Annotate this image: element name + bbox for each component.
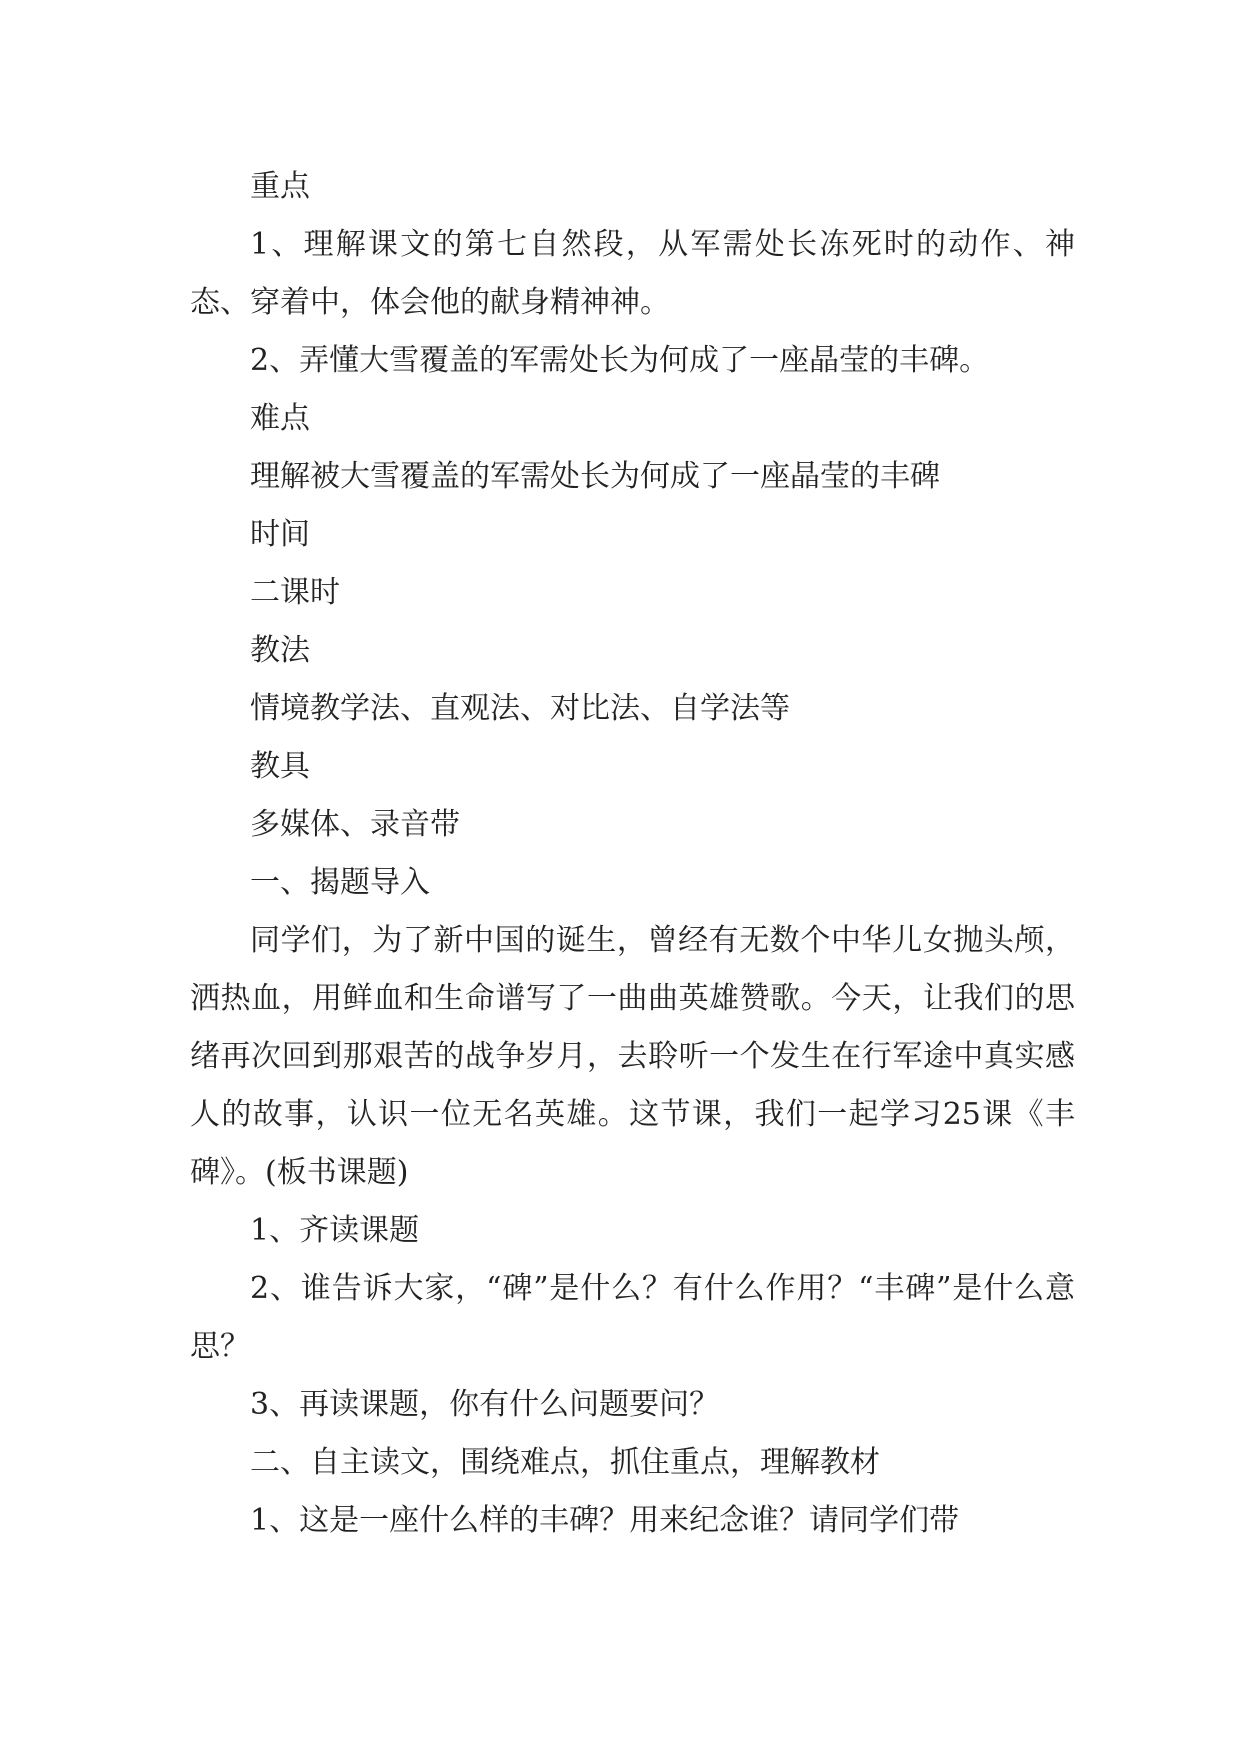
teaching-aids-text: 多媒体、录音带 (250, 807, 460, 842)
key-point-1: 1、理解课文的第七自然段，从军需处长冻死时的动作、神态、穿着中，体会他的献身精神神。 (190, 227, 1075, 320)
key-point-2: 2、弄懂大雪覆盖的军需处长为何成了一座晶莹的丰碑。 (250, 343, 990, 378)
difficulty-text: 理解被大雪覆盖的军需处长为何成了一座晶莹的丰碑 (250, 459, 940, 494)
step-1-2: 2、谁告诉大家，“碑”是什么？有什么作用？“丰碑”是什么意思？ (190, 1271, 1075, 1364)
heading-difficulties: 难点 (250, 401, 310, 436)
methods-text: 情境教学法、直观法、对比法、自学法等 (250, 691, 790, 726)
section-1-heading: 一、揭题导入 (250, 865, 430, 900)
section-2-heading: 二、自主读文，围绕难点，抓住重点，理解教材 (250, 1445, 880, 1480)
time-text: 二课时 (250, 575, 340, 610)
heading-teaching-aids: 教具 (250, 749, 310, 784)
step-1-3: 3、再读课题，你有什么问题要问？ (250, 1387, 720, 1422)
heading-methods: 教法 (250, 633, 310, 668)
heading-key-points: 重点 (250, 169, 310, 204)
step-2-1: 1、这是一座什么样的丰碑？用来纪念谁？请同学们带 (250, 1503, 960, 1538)
document-body (190, 158, 1075, 1550)
heading-time: 时间 (250, 517, 310, 552)
step-1-1: 1、齐读课题 (250, 1213, 420, 1248)
intro-paragraph: 同学们，为了新中国的诞生，曾经有无数个中华儿女抛头颅，洒热血，用鲜血和生命谱写了一曲曲英雄赞歌。今天，让我们的思绪再次回到那艰苦的战争岁月，去聆听一个发生在行军途中真实感人的故事，认识一位无名英雄。这节课，我们一起学习25课《丰碑》。(板书课题) (190, 923, 1075, 1190)
